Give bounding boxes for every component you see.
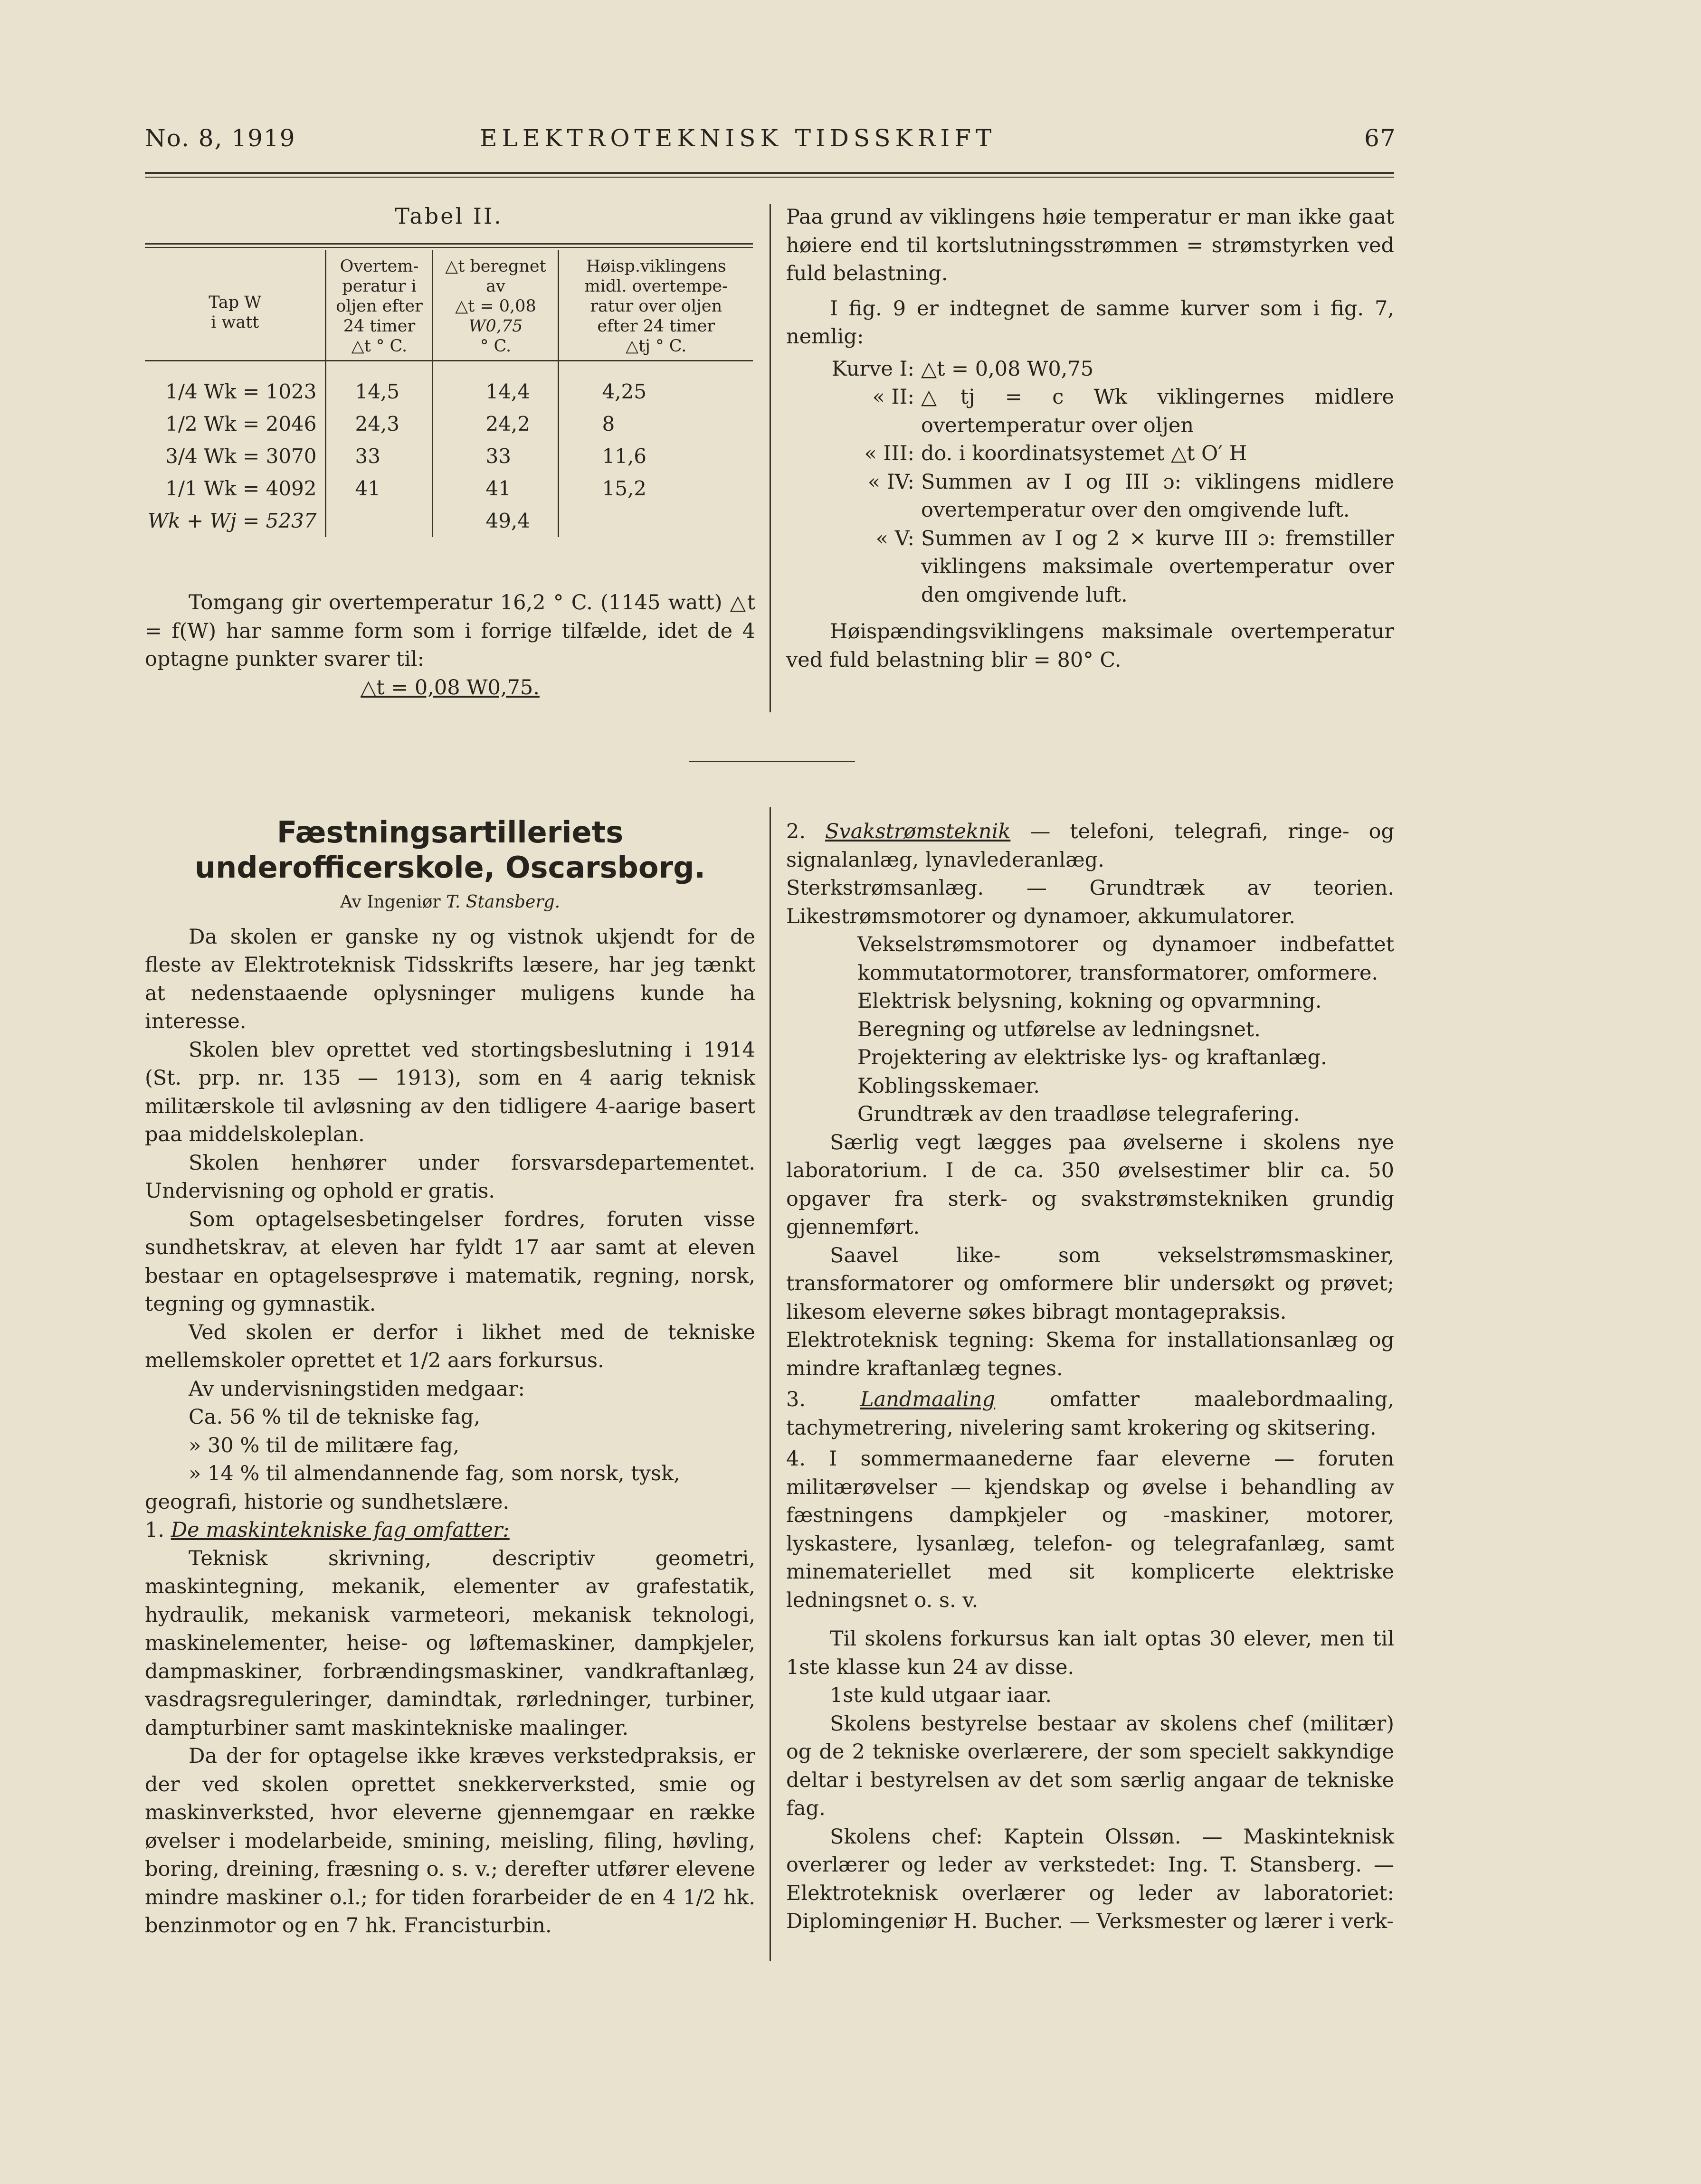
undervisningstid-paragraph: Av undervisningstiden medgaar:: [189, 1377, 525, 1401]
byline-author: T. Stansberg.: [446, 892, 561, 912]
department-paragraph: Skolen henhører under forsvarsdepartementet. Undervisning og ophold er gratis.: [145, 1151, 755, 1203]
cell-overtemp: [326, 505, 433, 537]
formula-line: △t = 0,08 W0,75.: [361, 675, 540, 700]
kurve-label: « III:: [864, 442, 914, 465]
top-column-divider: [770, 204, 771, 712]
cell-beregnet: 33: [433, 440, 559, 473]
sterkstrom-line: Vekselstrømsmotorer og dynamoer indbefattet kommutatormotorer, transformatorer, omformere.: [857, 933, 1394, 985]
forkursus-optak-paragraph: Til skolens forkursus kan ialt optas 30 elever, men til 1ste klasse kun 24 av disse.: [786, 1627, 1394, 1679]
sterkstrom-line: Koblingsskemaer.: [857, 1074, 1040, 1098]
share-line: » 14 % til almendannende fag, som norsk, tysk,: [189, 1462, 680, 1485]
fig9-paragraph: I fig. 9 er indtegnet de samme kurver som i fig. 7, nemlig:: [786, 296, 1394, 349]
header-line: △t beregnet: [445, 257, 546, 276]
share-line: » 30 % til de militære fag,: [189, 1433, 460, 1457]
item1-heading: [145, 1516, 755, 1545]
kurve-text: Summen av I og III ɔ: viklingens midlere overtemperatur over den omgivende luft.: [921, 470, 1394, 522]
chef-paragraph: Skolens chef: Kaptein Olssøn. — Maskinteknisk overlærer og leder av verkstedet: Ing. T. Stansberg. — Elektroteknisk overlærer og leder av laboratoriet: Diplomingeniør H. Bucher. — Verksmester og lærer i verk-: [786, 1825, 1394, 1933]
cell-overtemp: 24,3: [326, 408, 433, 440]
item3-number: 3.: [786, 1388, 806, 1411]
kortslutning-paragraph: Paa grund av viklingens høie temperatur er man ikke gaat høiere end til kortslutningsstrømmen = strømstyrken ved fuld belastning.: [786, 205, 1394, 285]
row-label: 3/4 Wk = 3070: [165, 444, 317, 468]
bestyrelse-paragraph: Skolens bestyrelse bestaar av skolens chef (militær) og de 2 tekniske overlærere, der som specielt sakkyndige deltar i bestyrelsen av det som særlig angaar de tekniske fag.: [786, 1711, 1394, 1820]
header-rule-top: [145, 172, 1394, 174]
sterkstrom-paragraph: [786, 874, 1394, 931]
cell-beregnet: 24,2: [433, 408, 559, 440]
journal-title: ELEKTROTEKNISK TIDSSKRIFT: [480, 124, 997, 152]
header-line: Overtem-: [340, 257, 419, 276]
table-row: [145, 361, 753, 408]
header-line: peratur i: [342, 277, 417, 296]
table-row: [145, 473, 753, 505]
row-label: Wk + Wj = 5237: [148, 509, 317, 532]
sterkstrom-label: Sterkstrømsanlæg.: [786, 876, 984, 900]
header-line: efter 24 timer: [597, 317, 715, 336]
laboratorium-paragraph: Særlig vegt lægges paa øvelserne i skolens nye laboratorium. I de ca. 350 øvelsestimer blir ca. 50 opgaver fra sterk- og svakstrømstekniken grundig gjennemført.: [786, 1130, 1394, 1239]
header-overtemperatur: [326, 250, 433, 361]
table-caption: Tabel II.: [395, 203, 503, 229]
kurve-item: [786, 468, 1394, 525]
item2-paragraph: [786, 818, 1394, 874]
header-line: △t ° C.: [351, 337, 408, 356]
cell-beregnet: 41: [433, 473, 559, 505]
kurve-label: Kurve I:: [831, 357, 914, 381]
item2-title: Svakstrømsteknik: [825, 820, 1011, 843]
table-notes: [145, 589, 755, 702]
header-line: 24 timer: [343, 317, 416, 336]
article-left-column: [145, 815, 755, 1940]
cell-beregnet: 49,4: [433, 505, 559, 537]
item1-number: 1.: [145, 1518, 165, 1542]
table-row: [145, 408, 753, 440]
verksted-paragraph: Da der for optagelse ikke kræves verkstedpraksis, er der ved skolen oprettet snekkerverksted, smie og maskinverksted, hvor eleverne gjennemgaar en række øvelser i modelarbeide, smining, meisling, filing, høvling, boring, dreining, fræsning o. s. v.; derefter utfører elevene mindre maskiner o.l.; for tiden forarbeider de en 4 1/2 hk. benzinmotor og en 7 hk. Francisturbin.: [145, 1744, 755, 1938]
forkursus-paragraph: Ved skolen er derfor i likhet med de tekniske mellemskoler oprettet et 1/2 aars forkursus.: [145, 1320, 755, 1372]
table-header-row: [145, 250, 753, 361]
kurve-label: « V:: [875, 526, 914, 550]
header-beregnet: [433, 250, 559, 361]
item2-number: 2.: [786, 820, 806, 843]
intro-paragraph: Da skolen er ganske ny og vistnok ukjendt for de fleste av Elektroteknisk Tidsskrifts læsere, har jeg tænkt at nedenstaaende oplysninger muligens kunde ha interesse.: [145, 925, 755, 1033]
kurve-text: △tj = c Wk viklingernes midlere overtemperatur over oljen: [921, 385, 1394, 437]
header-line: △t = 0,08: [455, 297, 536, 316]
kurve-text: △t = 0,08 W0,75: [921, 357, 1094, 381]
sterkstrom-line: Grundtræk av den traadløse telegrafering.: [857, 1102, 1300, 1126]
table-top-rule-2: [145, 247, 753, 248]
kurve-item: [786, 440, 1394, 468]
page-number: 67: [1364, 124, 1397, 152]
row-label: 1/4 Wk = 1023: [165, 380, 317, 403]
cell-hoisp: 8: [559, 408, 753, 440]
cell-hoisp: 4,25: [559, 361, 753, 408]
kurve-text: do. i koordinatsystemet △t O′ H: [921, 442, 1247, 465]
cell-hoisp: [559, 505, 753, 537]
item4-number: 4.: [786, 1447, 806, 1471]
section-separator: [689, 761, 855, 762]
share-line: Ca. 56 % til de tekniske fag,: [189, 1405, 481, 1429]
cell-overtemp: 14,5: [326, 361, 433, 408]
item2-text: — telefoni, telegrafi, ringe- og signalanlæg, lynavlederanlæg.: [786, 820, 1395, 872]
kuld-paragraph: 1ste kuld utgaar iaar.: [830, 1683, 1052, 1707]
header-tap-line: Tap W: [209, 293, 262, 312]
share-tail: geografi, historie og sundhetslære.: [145, 1490, 510, 1514]
maskinteknik-paragraph: Teknisk skrivning, descriptiv geometri, maskintegning, mekanik, elementer av grafestatik, hydraulik, mekanisk varmeteori, mekanisk teknologi, maskinelementer, heise- og løftemaskiner, dampkjeler, dampmaskiner, forbrændingsmaskiner, vandkraftanlæg, vasdragsreguleringer, damindtak, rørledninger, turbiner, dampturbiner samt maskintekniske maalinger.: [145, 1546, 755, 1740]
hoispaending-paragraph: Høispændingsviklingens maksimale overtemperatur ved fuld belastning blir = 80° C.: [786, 620, 1394, 672]
row-label: 1/1 Wk = 4092: [165, 477, 317, 500]
tomgang-paragraph: Tomgang gir overtemperatur 16,2 ° C. (1145 watt) △t = f(W) har samme form som i forrige tilfælde, idet de 4 optagne punkter svarer til:: [145, 591, 755, 671]
item3-text: omfatter maalebordmaaling, tachymetrering, nivelering samt krokering og skitsering.: [786, 1388, 1394, 1440]
table-row: [145, 505, 753, 537]
item3-title: Landmaaling: [860, 1388, 996, 1411]
admission-paragraph: Som optagelsesbetingelser fordres, foruten visse sundhetskrav, at eleven har fyldt 17 aar samt at eleven bestaar en optagelsesprøve i matematik, regning, norsk, tegning og gymnastik.: [145, 1207, 755, 1316]
temperature-table: [145, 250, 753, 537]
header-rule-bottom: [145, 177, 1394, 178]
article-right-column: [786, 818, 1394, 1936]
tegning-paragraph: Elektroteknisk tegning: Skema for installationsanlæg og mindre kraftanlæg tegnes.: [786, 1328, 1394, 1380]
cell-overtemp: 41: [326, 473, 433, 505]
top-right-column: [786, 203, 1394, 674]
cell-overtemp: 33: [326, 440, 433, 473]
cell-hoisp: 15,2: [559, 473, 753, 505]
sterkstrom-first: — Grundtræk av teorien. Likestrømsmotorer og dynamoer, akkumulatorer.: [786, 876, 1395, 928]
cell-hoisp: 11,6: [559, 440, 753, 473]
sterkstrom-line: Projektering av elektriske lys- og kraftanlæg.: [857, 1046, 1327, 1069]
header-tap: [145, 250, 326, 361]
kurve-label: « IV:: [867, 470, 914, 494]
byline-prefix: Av Ingeniør: [340, 892, 441, 912]
kurve-item: [786, 383, 1394, 440]
kurve-label: « II:: [872, 385, 914, 409]
kurve-item: [786, 355, 1394, 384]
sterkstrom-line: Beregning og utførelse av ledningsnet.: [857, 1017, 1261, 1041]
cell-beregnet: 14,4: [433, 361, 559, 408]
header-line: midl. overtempe-: [584, 277, 728, 296]
header-tap-line: i watt: [211, 313, 259, 332]
header-line: ° C.: [480, 337, 512, 356]
table-top-rule: [145, 243, 753, 245]
kurve-item: [786, 525, 1394, 610]
kurve-text: Summen av I og 2 × kurve III ɔ: fremstiller viklingens maksimale overtemperatur over den omgivende luft.: [921, 526, 1394, 607]
header-line: av: [486, 277, 505, 296]
bottom-column-divider: [770, 807, 771, 1961]
item3-paragraph: [786, 1386, 1394, 1442]
item1-title: De maskintekniske fag omfatter:: [171, 1518, 510, 1542]
header-line: W0,75: [468, 317, 523, 336]
row-label: 1/2 Wk = 2046: [165, 412, 317, 435]
header-hoisp: [559, 250, 753, 361]
header-line: △tj ° C.: [626, 337, 687, 356]
table-row: [145, 440, 753, 473]
header-line: ratur over oljen: [590, 297, 722, 316]
header-line: oljen efter: [336, 297, 423, 316]
founding-paragraph: Skolen blev oprettet ved stortingsbeslutning i 1914 (St. prp. nr. 135 — 1913), som en 4 aarig teknisk militærskole til avløsning av den tidligere 4-aarige basert paa middelskoleplan.: [145, 1038, 755, 1146]
article-byline: [145, 888, 755, 917]
item4-paragraph: [786, 1445, 1394, 1615]
sterkstrom-line: Elektrisk belysning, kokning og opvarmning.: [857, 989, 1322, 1013]
article-title: Fæstningsartilleriets underofficerskole, Oscarsborg.: [194, 815, 706, 885]
header-line: Høisp.viklingens: [586, 257, 726, 276]
item4-text: I sommermaanederne faar eleverne — foruten militærøvelser — kjendskap og øvelse i behandling av fæstningens dampkjeler og -maskiner, motorer, lyskastere, lysanlæg, telefon- og telegrafanlæg, samt minemateriellet med sit komplicerte elektriske ledningsnet o. s. v.: [786, 1447, 1394, 1612]
montage-paragraph: Saavel like- som vekselstrømsmaskiner, transformatorer og omformere blir undersøkt og prøvet; likesom eleverne søkes bibragt montagepraksis.: [786, 1243, 1394, 1324]
issue-number: No. 8, 1919: [145, 124, 296, 152]
